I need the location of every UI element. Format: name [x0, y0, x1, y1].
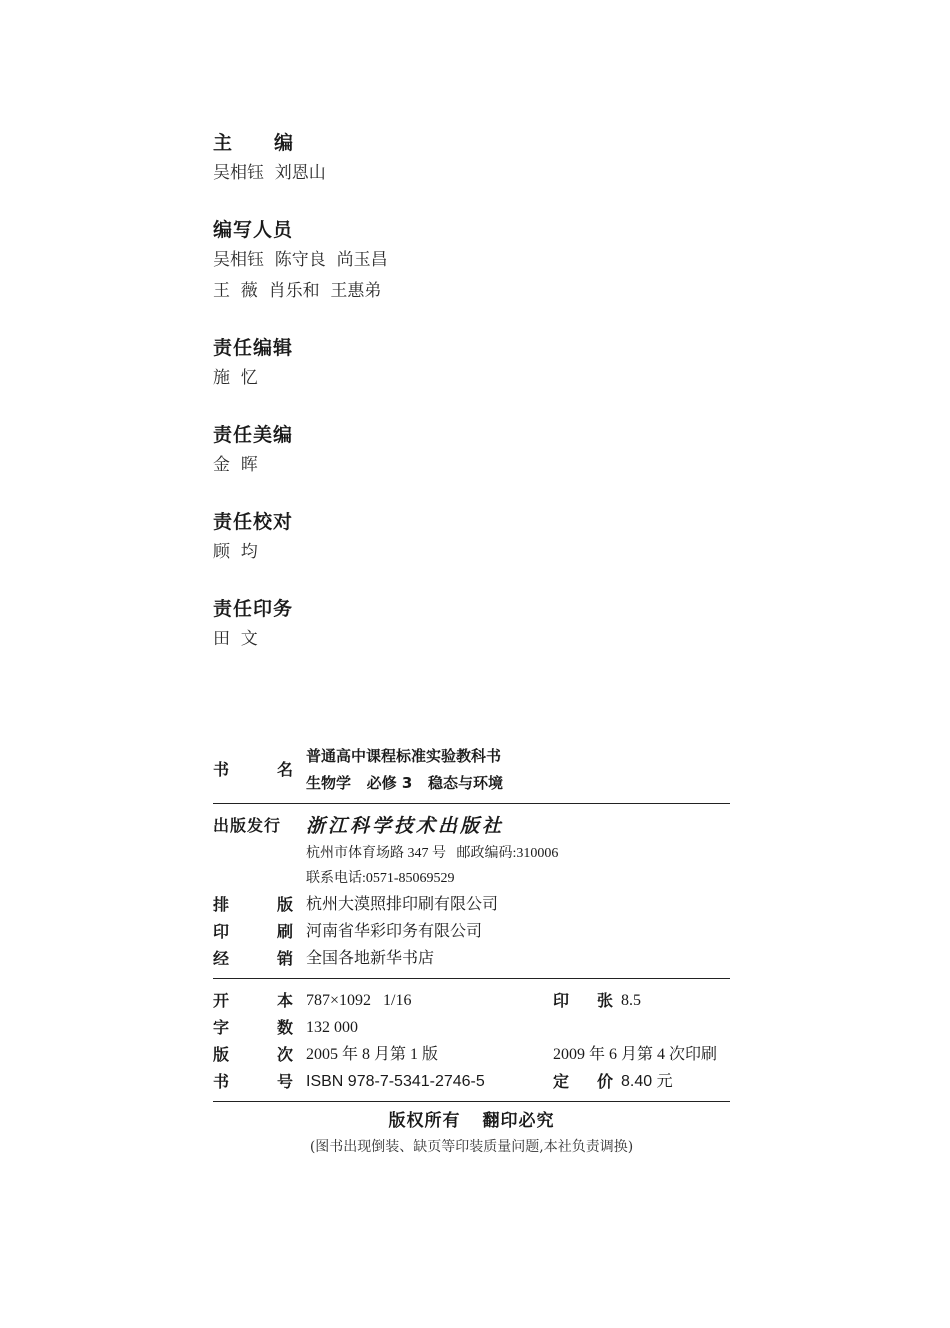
credit-names: 吴相钰 陈守良 尚玉昌	[213, 250, 388, 270]
credits-section	[213, 128, 733, 681]
distribution-value: 全国各地新华书店	[306, 950, 435, 967]
typesetting-value: 杭州大漠照排印刷有限公司	[306, 896, 499, 913]
publisher-label: 出版发行	[213, 816, 282, 835]
printing-value: 河南省华彩印务有限公司	[306, 923, 483, 940]
book-name-row	[213, 743, 730, 797]
credit-names: 施 忆	[213, 368, 258, 388]
edition-value: 2005 年 8 月第 1 版	[306, 1046, 439, 1063]
credit-heading: 责任印务	[213, 598, 294, 620]
colophon	[213, 743, 730, 1110]
credit-names: 吴相钰 刘恩山	[213, 163, 326, 183]
typesetting-row	[213, 891, 730, 918]
typesetting-label: 排 版	[213, 895, 293, 914]
format-value: 787×1092 1/16	[306, 992, 412, 1009]
credit-art-editor	[213, 420, 733, 481]
book-name-label: 书 名	[213, 760, 293, 779]
credit-writers	[213, 215, 733, 307]
credit-heading: 责任美编	[213, 424, 294, 446]
publisher-phone: 联系电话:0571-85069529	[306, 871, 455, 886]
isbn-value: ISBN 978-7-5341-2746-5	[306, 1073, 485, 1090]
distribution-label: 经 销	[213, 949, 293, 968]
publisher-address: 杭州市体育场路 347 号 邮政编码:310006	[306, 846, 559, 861]
credit-heading: 编写人员	[213, 219, 294, 241]
isbn-label: 书 号	[213, 1072, 293, 1091]
divider	[213, 1101, 730, 1102]
rights-note: (图书出现倒装、缺页等印装质量问题,本社负责调换)	[309, 1139, 634, 1155]
price-value: 8.40 元	[621, 1073, 673, 1090]
book-series: 普通高中课程标准实验教科书	[306, 747, 502, 765]
book-title: 生物学 必修 3 稳态与环境	[306, 774, 503, 792]
credit-names: 顾 均	[213, 542, 258, 562]
publisher-row	[213, 812, 730, 891]
publisher-name: 浙江科学技术出版社	[306, 815, 505, 837]
credit-names: 王 薇 肖乐和 王惠弟	[213, 281, 382, 301]
credit-heading: 主编	[213, 132, 336, 154]
credit-editor	[213, 333, 733, 394]
format-row	[213, 987, 730, 1014]
divider	[213, 803, 730, 804]
credit-names: 金 晖	[213, 455, 258, 475]
divider	[213, 978, 730, 979]
rights-statement: 版权所有 翻印必究	[388, 1111, 555, 1131]
impression-value: 2009 年 6 月第 4 次印刷	[553, 1046, 718, 1063]
words-row	[213, 1014, 730, 1041]
credit-print-manager	[213, 594, 733, 655]
edition-label: 版 次	[213, 1045, 293, 1064]
sheets-value: 8.5	[621, 992, 641, 1009]
price-label: 定 价	[553, 1072, 613, 1091]
credit-proofreader	[213, 507, 733, 568]
credit-chief-editor	[213, 128, 733, 189]
edition-row	[213, 1041, 730, 1068]
printing-row	[213, 918, 730, 945]
sheets-label: 印 张	[553, 991, 613, 1010]
credit-heading: 责任编辑	[213, 337, 294, 359]
credit-heading: 责任校对	[213, 511, 294, 533]
words-label: 字 数	[213, 1018, 293, 1037]
format-label: 开 本	[213, 991, 293, 1010]
isbn-row	[213, 1068, 730, 1095]
words-value: 132 000	[306, 1019, 358, 1036]
distribution-row	[213, 945, 730, 972]
printing-label: 印 刷	[213, 922, 293, 941]
credit-names: 田 文	[213, 629, 258, 649]
